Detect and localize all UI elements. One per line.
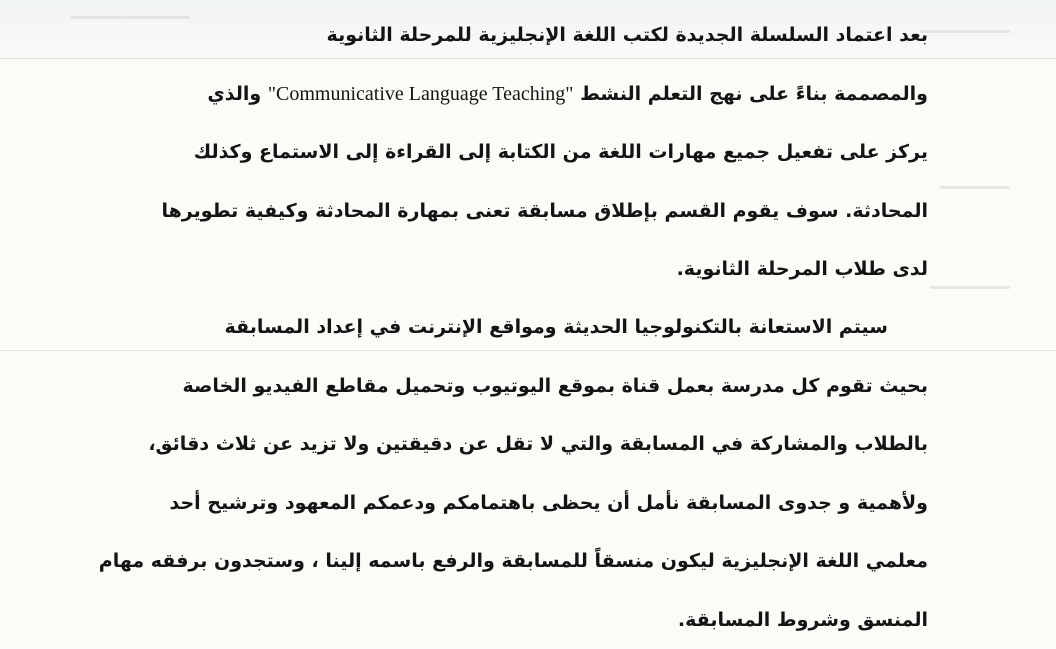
text-line: بالطلاب والمشاركة في المسابقة والتي لا تقل عن دقيقتين ولا تزيد عن ثلاث دقائق، (88, 415, 928, 474)
text-line: يركز على تفعيل جميع مهارات اللغة من الكتابة إلى القراءة إلى الاستماع وكذلك (88, 123, 928, 182)
text-line: المحادثة. سوف يقوم القسم بإطلاق مسابقة تعنى بمهارة المحادثة وكيفية تطويرها (88, 182, 928, 241)
text-line: ولأهمية و جدوى المسابقة نأمل أن يحظى باهتمامكم ودعمكم المعهود وترشيح أحد (88, 474, 928, 533)
text-line: المنسق وشروط المسابقة. (88, 591, 928, 649)
text-line: بعد اعتماد السلسلة الجديدة لكتب اللغة الإنجليزية للمرحلة الثانوية (88, 6, 928, 65)
text-segment: والذي (207, 83, 261, 105)
text-line: لدى طلاب المرحلة الثانوية. (88, 240, 928, 299)
paragraph-competition-intro (88, 6, 928, 299)
bleed-through-mark (930, 286, 1010, 289)
bleed-through-mark (940, 186, 1010, 189)
text-line-with-english-term (88, 65, 928, 124)
text-line: بحيث تقوم كل مدرسة بعمل قناة بموقع اليوتيوب وتحميل مقاطع الفيديو الخاصة (88, 357, 928, 416)
text-segment: والمصممة بناءً على نهج التعلم النشط (580, 83, 928, 105)
text-line: معلمي اللغة الإنجليزية ليكون منسقاً للمسابقة والرفع باسمه إلينا ، وستجدون برفقه مهام (88, 532, 928, 591)
bleed-through-mark (920, 30, 1010, 33)
paragraph-competition-details (88, 298, 928, 649)
text-line: سيتم الاستعانة بالتكنولوجيا الحديثة ومواقع الإنترنت في إعداد المسابقة (88, 298, 928, 357)
english-term: "Communicative Language Teaching" (268, 83, 574, 105)
